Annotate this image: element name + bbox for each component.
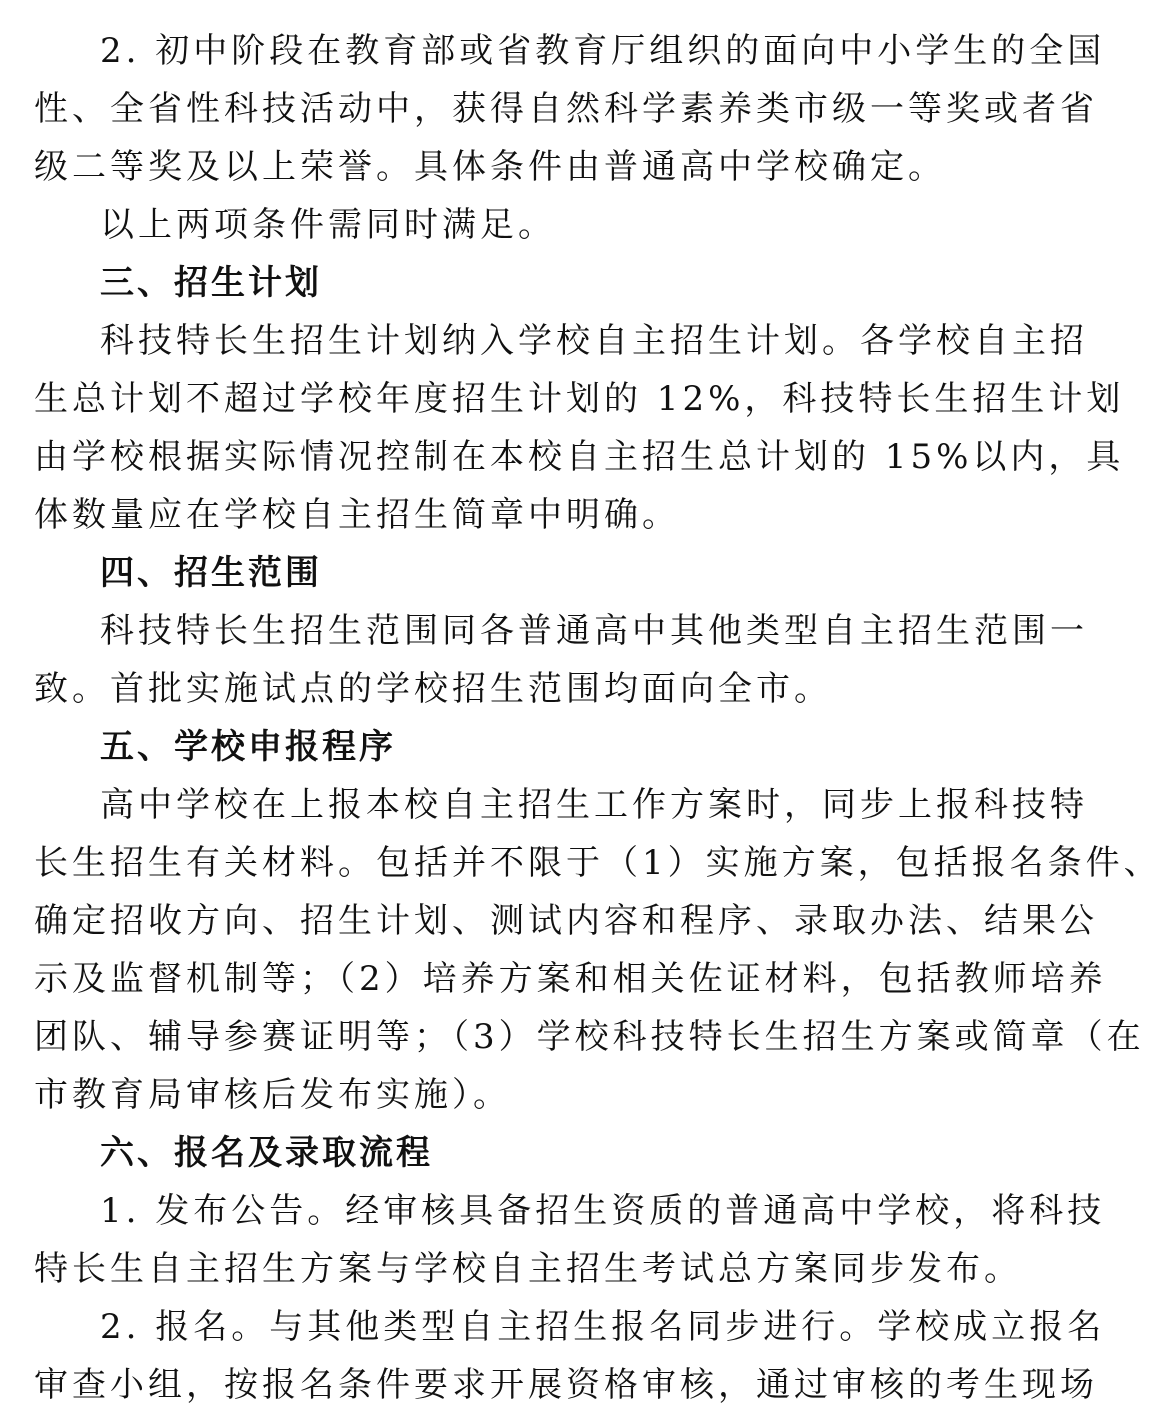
body-line: 性、全省性科技活动中，获得自然科学素养类市级一等奖或者省 — [34, 89, 1098, 129]
body-line: 确定招收方向、招生计划、测试内容和程序、录取办法、结果公 — [34, 901, 1098, 941]
body-line: 体数量应在学校自主招生简章中明确。 — [34, 495, 680, 535]
body-line: 科技特长生招生范围同各普通高中其他类型自主招生范围一 — [100, 611, 1088, 651]
body-line: 审查小组，按报名条件要求开展资格审核，通过审核的考生现场 — [34, 1365, 1098, 1405]
section-heading: 五、学校申报程序 — [100, 727, 396, 767]
body-line: 致。首批实施试点的学校招生范围均面向全市。 — [34, 669, 832, 709]
body-line: 科技特长生招生计划纳入学校自主招生计划。各学校自主招 — [100, 321, 1088, 361]
section-heading: 三、招生计划 — [100, 263, 322, 303]
body-line: 市教育局审核后发布实施）。 — [34, 1075, 511, 1115]
body-line: 由学校根据实际情况控制在本校自主招生总计划的 15%以内，具 — [34, 437, 1125, 477]
body-line: 生总计划不超过学校年度招生计划的 12%，科技特长生招生计划 — [34, 379, 1125, 419]
body-line: 特长生自主招生方案与学校自主招生考试总方案同步发布。 — [34, 1249, 1022, 1289]
body-line: 2. 初中阶段在教育部或省教育厅组织的面向中小学生的全国 — [100, 31, 1106, 71]
body-line: 级二等奖及以上荣誉。具体条件由普通高中学校确定。 — [34, 147, 946, 187]
body-line: 2. 报名。与其他类型自主招生报名同步进行。学校成立报名 — [100, 1307, 1106, 1347]
body-line: 以上两项条件需同时满足。 — [100, 205, 556, 245]
body-line: 示及监督机制等；（2）培养方案和相关佐证材料，包括教师培养 — [34, 959, 1107, 999]
section-heading: 四、招生范围 — [100, 553, 322, 593]
section-heading: 六、报名及录取流程 — [100, 1133, 433, 1173]
body-line: 高中学校在上报本校自主招生工作方案时，同步上报科技特 — [100, 785, 1088, 825]
body-line: 长生招生有关材料。包括并不限于（1）实施方案，包括报名条件、 — [34, 843, 1162, 883]
body-line: 1. 发布公告。经审核具备招生资质的普通高中学校，将科技 — [100, 1191, 1106, 1231]
body-line: 团队、辅导参赛证明等；（3）学校科技特长生招生方案或简章（在 — [34, 1017, 1145, 1057]
